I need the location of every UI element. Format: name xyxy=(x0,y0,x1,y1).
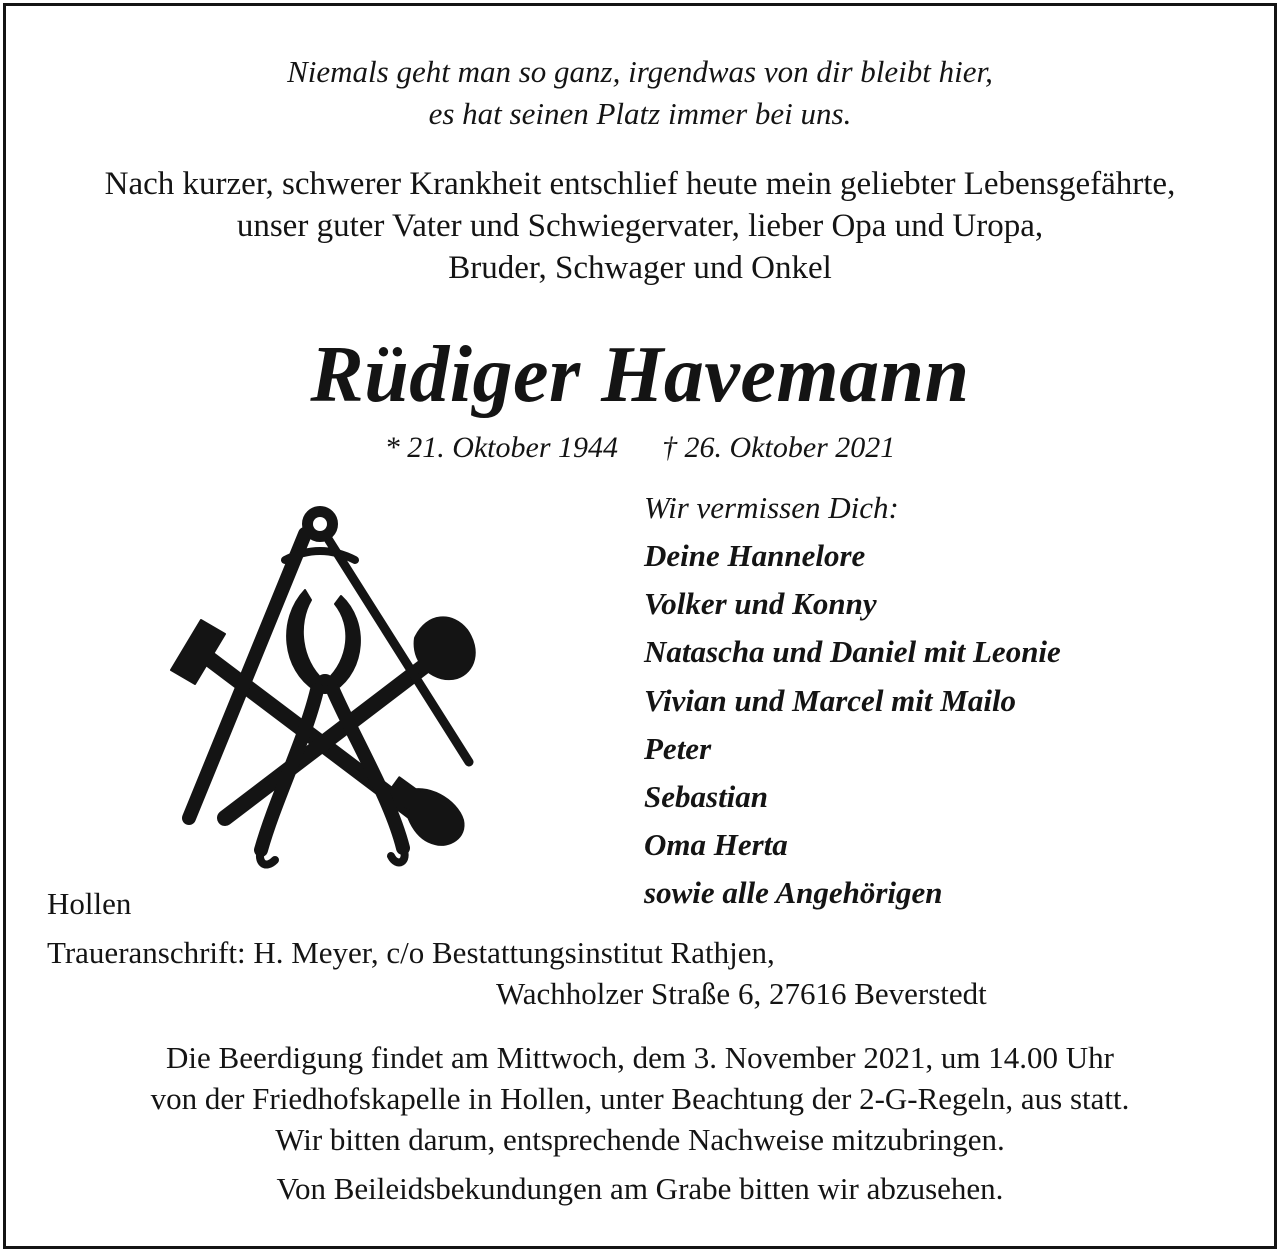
mourner-name: Oma Herta xyxy=(644,827,788,863)
mourning-address-line-2: Wachholzer Straße 6, 27616 Beverstedt xyxy=(496,976,987,1011)
mourner-name: Sebastian xyxy=(644,778,769,814)
mourners-list xyxy=(644,532,1061,918)
memorial-quote xyxy=(0,51,1280,135)
quote-line-2: es hat seinen Platz immer bei uns. xyxy=(428,96,852,131)
announcement-line-1: Nach kurzer, schwerer Krankheit entschlief heute mein geliebter Lebensgefährte, xyxy=(104,166,1176,202)
announcement-text xyxy=(0,163,1280,289)
birth-date: * 21. Oktober 1944 xyxy=(384,431,618,464)
quote-line-1: Niemals geht man so ganz, irgendwas von dir bleibt hier, xyxy=(287,54,993,89)
roofer-guild-emblem-icon xyxy=(165,500,480,870)
life-dates xyxy=(0,428,1280,468)
mourner-name: Peter xyxy=(644,730,712,766)
funeral-notice xyxy=(0,1037,1280,1160)
mourner-name: Natascha und Daniel mit Leonie xyxy=(644,634,1061,670)
mourner-name: Deine Hannelore xyxy=(644,538,866,573)
mourner-name: sowie alle Angehörigen xyxy=(644,875,943,911)
death-date: † 26. Oktober 2021 xyxy=(662,431,896,464)
condolences-notice: Von Beileidsbekundungen am Grabe bitten wir abzusehen. xyxy=(276,1171,1004,1206)
funeral-line-3: Wir bitten darum, entsprechende Nachweise mitzubringen. xyxy=(275,1122,1005,1157)
place-name: Hollen xyxy=(47,886,132,921)
funeral-line-1: Die Beerdigung findet am Mittwoch, dem 3. November 2021, um 14.00 Uhr xyxy=(166,1040,1114,1075)
deceased-name: Rüdiger Havemann xyxy=(310,331,970,419)
mourning-address-line-1: Traueranschrift: H. Meyer, c/o Bestattungsinstitut Rathjen, xyxy=(47,935,775,970)
mourner-name: Volker und Konny xyxy=(644,586,877,622)
announcement-line-2: unser guter Vater und Schwiegervater, lieber Opa und Uropa, xyxy=(236,208,1044,244)
announcement-line-3: Bruder, Schwager und Onkel xyxy=(448,250,832,286)
mourners-heading: Wir vermissen Dich: xyxy=(644,490,899,525)
funeral-line-2: von der Friedhofskapelle in Hollen, unter Beachtung der 2-G-Regeln, aus statt. xyxy=(150,1081,1130,1116)
mourner-name: Vivian und Marcel mit Mailo xyxy=(644,682,1017,718)
